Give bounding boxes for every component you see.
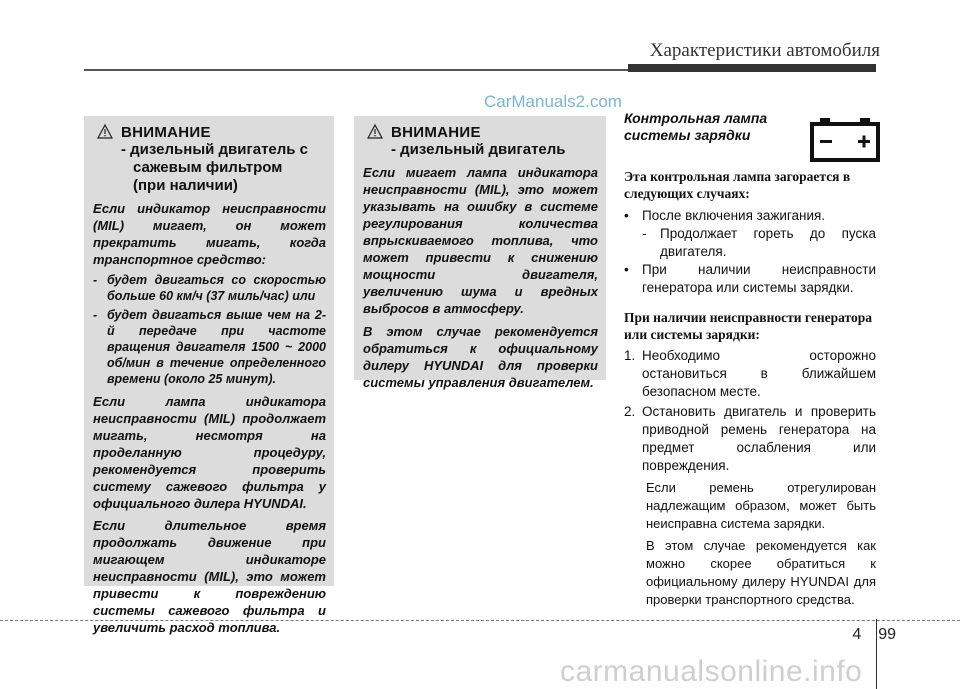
list-item: - будет двигаться выше чем на 2-й передаче при частоте вращения двигателя 1500 ~ 2000 об/мин в течение определенного времени (около 25 минут). (93, 308, 326, 386)
header-rule-thick (628, 64, 876, 72)
list-item: • При наличии неисправности генератора или системы зарядки. (624, 262, 876, 295)
warning-header (363, 124, 598, 141)
section-subhead: При наличии неисправности генератора или системы зарядки: (624, 310, 872, 342)
warning-title: ВНИМАНИЕ (121, 124, 211, 141)
section-subhead: Эта контрольная лампа загорается в следующих случаях: (624, 169, 851, 201)
list-item: - будет двигаться со скоростью больше 60 км/ч (37 миль/час) или (93, 273, 326, 303)
page-header-title: Характеристики автомобиля (649, 40, 880, 61)
charging-lamp-section (624, 110, 876, 609)
paragraph: В этом случае рекомендуется как можно скорее обратиться к официальному дилеру HYUNDAI для проверки транспортного средства. (646, 538, 876, 607)
warning-subtitle: - дизельный двигатель с (121, 141, 309, 158)
warning-intro: Если индикатор неисправности (MIL) мигает, он может прекратить мигать, когда транспортное средство: (93, 201, 326, 267)
list-item: • После включения зажигания. (624, 208, 826, 223)
warning-paragraph: Если мигает лампа индикатора неисправности (MIL), это может указывать на ошибку в системе регулирования количества впрыскиваемого топлива, что может привести к снижению мощности двигателя, увеличению шума и вредных выбросов в атмосферу. (363, 165, 598, 316)
paragraph: Если ремень отрегулирован надлежащим образом, может быть неисправна система зарядки. (646, 480, 876, 531)
header-rule (84, 69, 630, 71)
warning-box-diesel-engine (354, 116, 606, 390)
warning-subtitle: - дизельный двигатель (391, 141, 566, 158)
section-number: 4 (852, 626, 862, 643)
warning-subtitle: сажевым фильтром (133, 159, 283, 176)
page-number-value: 99 (878, 626, 896, 643)
watermark-link[interactable]: CarManuals2.com (484, 92, 622, 111)
warning-subtitle: (при наличии) (133, 177, 238, 194)
warning-title: ВНИМАНИЕ (391, 124, 481, 141)
warning-triangle-icon (97, 124, 113, 139)
warning-paragraph: Если лампа индикатора неисправности (MIL) продолжает мигать, несмотря на проделанную процедуру, рекомендуется проверить систему сажевого фильтра у официального дилера HYUNDAI. (93, 394, 326, 511)
page-number (852, 626, 896, 644)
watermark-bottom: carmanualsonline.info (560, 655, 863, 688)
list-item: - Продолжает гореть до пуска двигателя. (642, 226, 876, 259)
warning-header (93, 124, 326, 141)
warning-box-diesel-filter (84, 116, 334, 635)
section-title: Контрольная лампа системы зарядки (624, 110, 768, 143)
list-item: 2. Остановить двигатель и проверить приводной ремень генератора на предмет ослабления или повреждения. (624, 404, 876, 473)
footer-rule (0, 620, 960, 621)
list-item: 1. Необходимо осторожно остановиться в ближайшем безопасном месте. (624, 348, 876, 399)
warning-paragraph: Если длительное время продолжать движение при мигающем индикаторе неисправности (MIL), это может привести к повреждению системы сажевого фильтра и увеличить расход топлива. (93, 518, 326, 635)
warning-paragraph: В этом случае рекомендуется обратиться к официальному дилеру HYUNDAI для проверки системы управления двигателем. (363, 324, 598, 390)
warning-triangle-icon (367, 124, 383, 139)
